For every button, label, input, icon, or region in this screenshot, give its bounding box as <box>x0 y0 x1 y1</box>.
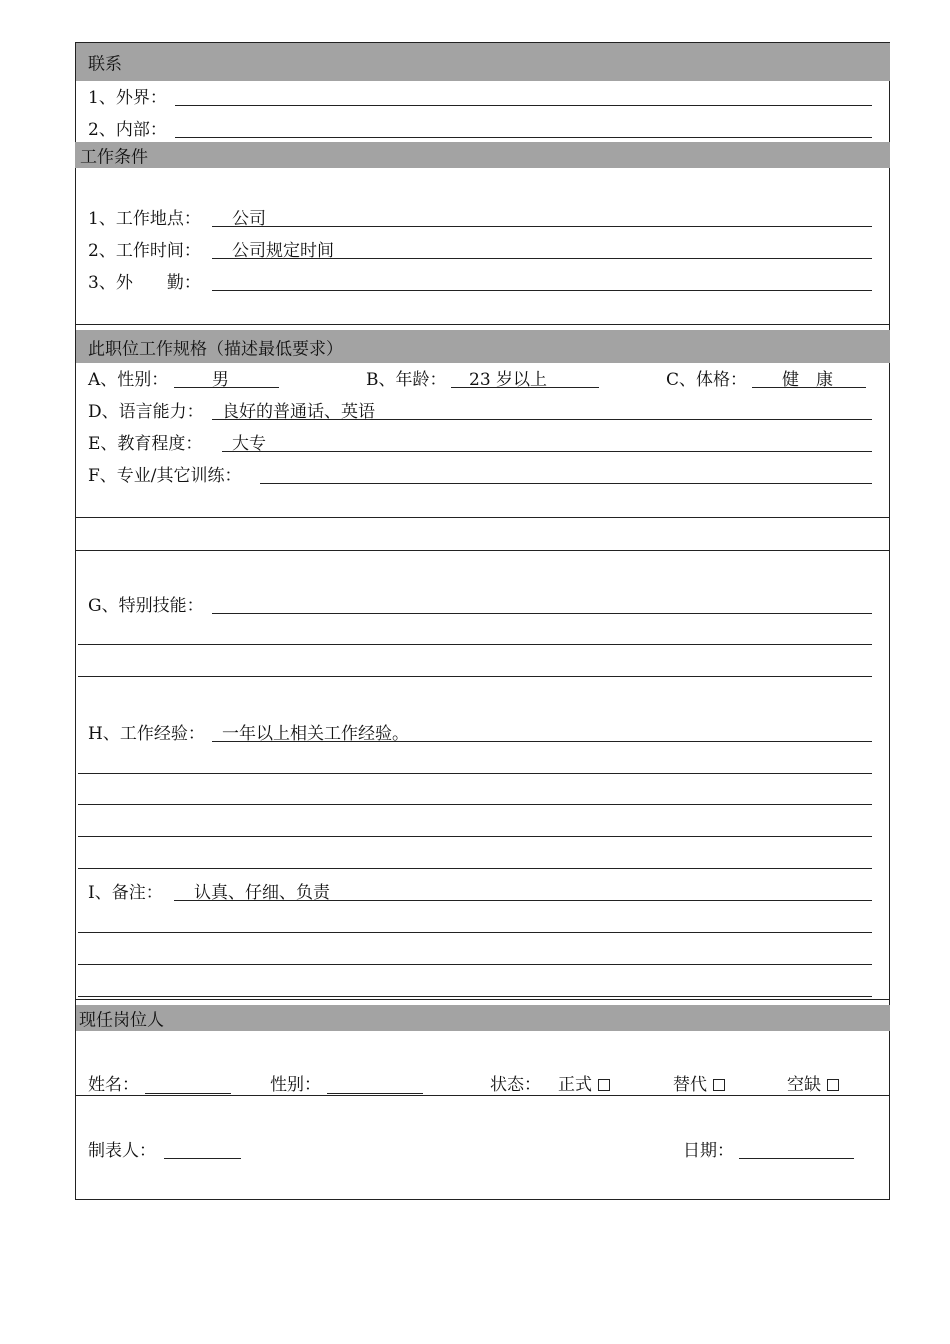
status-option-label: 替代 <box>673 1075 707 1095</box>
time-value: 公司规定时间 <box>232 241 334 261</box>
name-label: 姓名： <box>88 1075 139 1095</box>
language-value: 良好的普通话、英语 <box>222 402 375 422</box>
experience-line[interactable] <box>78 773 872 774</box>
divider <box>75 1095 890 1096</box>
experience-line[interactable] <box>78 836 872 837</box>
notes-label: I、备注： <box>88 883 163 903</box>
status-option-label: 正式 <box>558 1075 592 1095</box>
skills-label: G、特别技能： <box>88 596 204 616</box>
status-label: 状态： <box>490 1075 541 1095</box>
section-header-conditions <box>75 142 890 168</box>
external-field[interactable] <box>175 105 872 106</box>
status-option-vacant[interactable] <box>787 1075 839 1095</box>
preparer-label: 制表人： <box>88 1141 156 1161</box>
divider <box>75 999 890 1000</box>
experience-label: H、工作经验： <box>88 724 205 744</box>
section-title: 工作条件 <box>80 147 148 168</box>
section-header-contact <box>76 43 890 81</box>
location-field[interactable] <box>212 226 872 227</box>
preparer-field[interactable] <box>164 1158 241 1159</box>
gender-label: A、性别： <box>88 370 169 390</box>
field-work-field[interactable] <box>212 290 872 291</box>
education-label: E、教育程度： <box>88 434 203 454</box>
section-header-incumbent <box>76 1005 890 1031</box>
internal-label: 2、内部： <box>88 120 167 140</box>
field-work-label: 3、外 勤： <box>88 273 201 293</box>
skills-field[interactable] <box>212 613 872 614</box>
notes-line[interactable] <box>78 932 872 933</box>
checkbox-icon[interactable] <box>713 1079 725 1091</box>
notes-line[interactable] <box>78 996 872 997</box>
checkbox-icon[interactable] <box>598 1079 610 1091</box>
internal-field[interactable] <box>175 137 872 138</box>
experience-line[interactable] <box>78 804 872 805</box>
status-option-formal[interactable] <box>558 1075 610 1095</box>
training-label: F、专业/其它训练： <box>88 466 242 486</box>
location-value: 公司 <box>232 209 266 229</box>
education-field[interactable] <box>222 451 872 452</box>
language-label: D、语言能力： <box>88 402 204 422</box>
notes-value: 认真、仔细、负责 <box>194 883 330 903</box>
incumbent-gender-field[interactable] <box>327 1093 423 1094</box>
gender-value: 男 <box>212 370 229 390</box>
skills-line[interactable] <box>78 676 872 677</box>
physique-value: 健 康 <box>782 370 833 390</box>
divider <box>75 550 890 551</box>
checkbox-icon[interactable] <box>827 1079 839 1091</box>
experience-line[interactable] <box>78 868 872 869</box>
notes-line[interactable] <box>78 964 872 965</box>
section-title: 此职位工作规格（描述最低要求） <box>88 339 343 359</box>
date-field[interactable] <box>739 1158 854 1159</box>
name-field[interactable] <box>145 1093 231 1094</box>
status-option-label: 空缺 <box>787 1075 821 1095</box>
section-title: 现任岗位人 <box>79 1010 164 1031</box>
divider <box>75 517 890 518</box>
status-option-substitute[interactable] <box>673 1075 725 1095</box>
age-label: B、年龄： <box>366 370 447 390</box>
training-field[interactable] <box>260 483 872 484</box>
external-label: 1、外界： <box>88 88 167 108</box>
section-title: 联系 <box>88 54 122 75</box>
section-header-specs <box>76 330 890 363</box>
experience-value: 一年以上相关工作经验。 <box>222 724 409 744</box>
date-label: 日期： <box>683 1141 734 1161</box>
age-value: 23 岁以上 <box>469 370 548 390</box>
education-value: 大专 <box>232 434 266 454</box>
skills-line[interactable] <box>78 644 872 645</box>
divider <box>75 324 890 325</box>
time-label: 2、工作时间： <box>88 241 201 261</box>
physique-label: C、体格： <box>666 370 748 390</box>
location-label: 1、工作地点： <box>88 209 201 229</box>
incumbent-gender-label: 性别： <box>270 1075 321 1095</box>
